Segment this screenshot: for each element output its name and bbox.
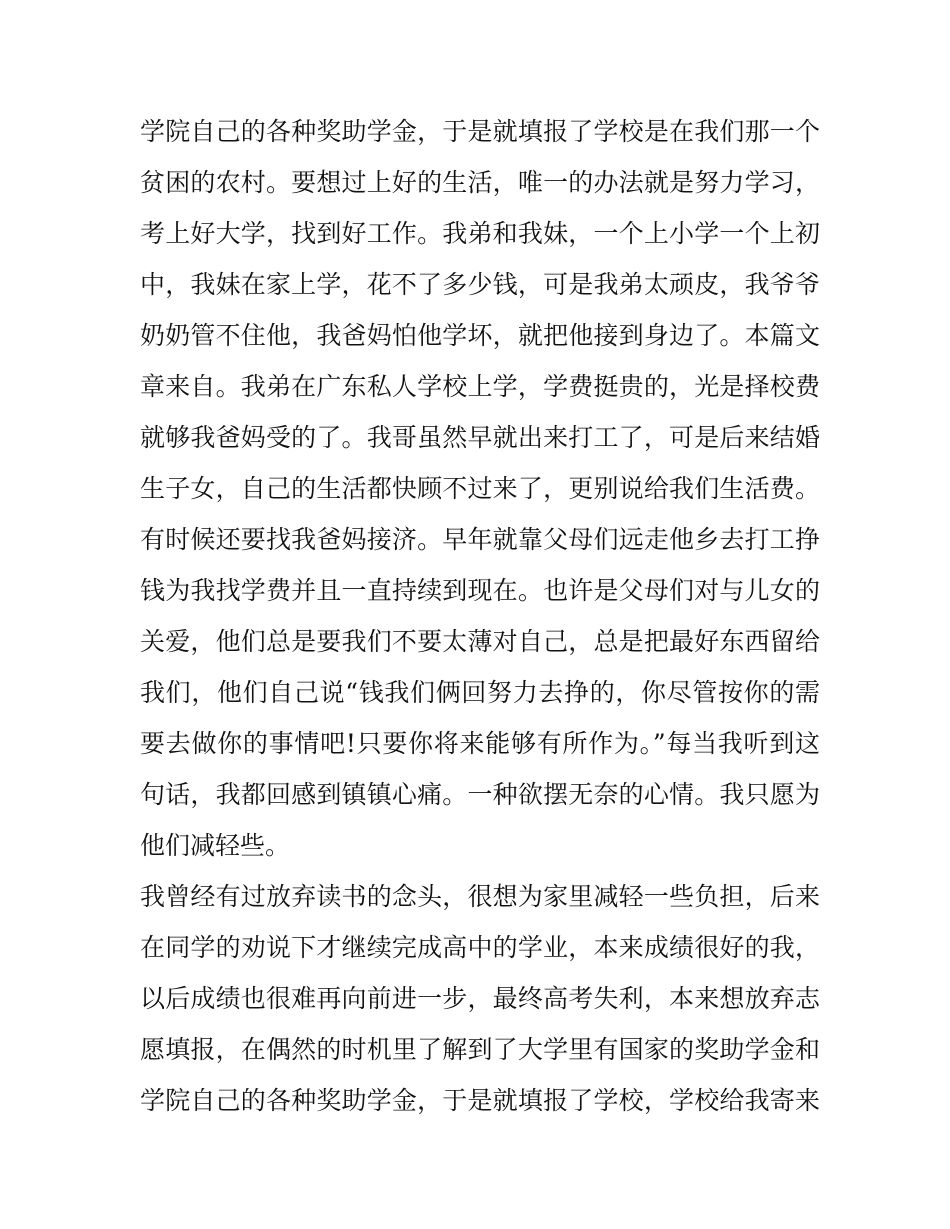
- text-line: 贫困的农村。要想过上好的生活，唯一的办法就是努力学习，: [140, 168, 820, 197]
- text-line: 在同学的劝说下才继续完成高中的学业，本来成绩很好的我，: [140, 933, 820, 962]
- text-line: 章来自。我弟在广东私人学校上学，学费挺贵的，光是择校费: [140, 372, 820, 401]
- text-line: 愿填报，在偶然的时机里了解到了大学里有国家的奖助学金和: [140, 1035, 820, 1064]
- text-line: 学院自己的各种奖助学金，于是就填报了学校是在我们那一个: [140, 117, 820, 146]
- text-line: 句话，我都回感到镇镇心痛。一种欲摆无奈的心情。我只愿为: [140, 780, 820, 809]
- text-line: 钱为我找学费并且一直持续到现在。也许是父母们对与儿女的: [140, 576, 820, 605]
- text-line: 考上好大学，找到好工作。我弟和我妹，一个上小学一个上初: [140, 219, 820, 248]
- body-text: [140, 106, 820, 1126]
- text-line: 奶奶管不住他，我爸妈怕他学坏，就把他接到身边了。本篇文: [140, 321, 820, 350]
- text-line: 关爱，他们总是要我们不要太薄对自己，总是把最好东西留给: [140, 627, 820, 656]
- text-line: 学院自己的各种奖助学金，于是就填报了学校，学校给我寄来: [140, 1086, 820, 1115]
- text-line: 要去做你的事情吧!只要你将来能够有所作为。”每当我听到这: [140, 729, 820, 758]
- text-line: 我们，他们自己说“钱我们俩回努力去挣的，你尽管按你的需: [140, 678, 820, 707]
- text-line: 他们减轻些。: [140, 831, 291, 860]
- text-line: 中，我妹在家上学，花不了多少钱，可是我弟太顽皮，我爷爷: [140, 270, 820, 299]
- text-line: 生子女，自己的生活都快顾不过来了，更别说给我们生活费。: [140, 474, 820, 503]
- text-line: 以后成绩也很难再向前进一步，最终高考失利，本来想放弃志: [140, 984, 820, 1013]
- text-line: 我曾经有过放弃读书的念头，很想为家里减轻一些负担，后来: [140, 882, 820, 911]
- text-line: 有时候还要找我爸妈接济。早年就靠父母们远走他乡去打工挣: [140, 525, 820, 554]
- text-line: 就够我爸妈受的了。我哥虽然早就出来打工了，可是后来结婚: [140, 423, 820, 452]
